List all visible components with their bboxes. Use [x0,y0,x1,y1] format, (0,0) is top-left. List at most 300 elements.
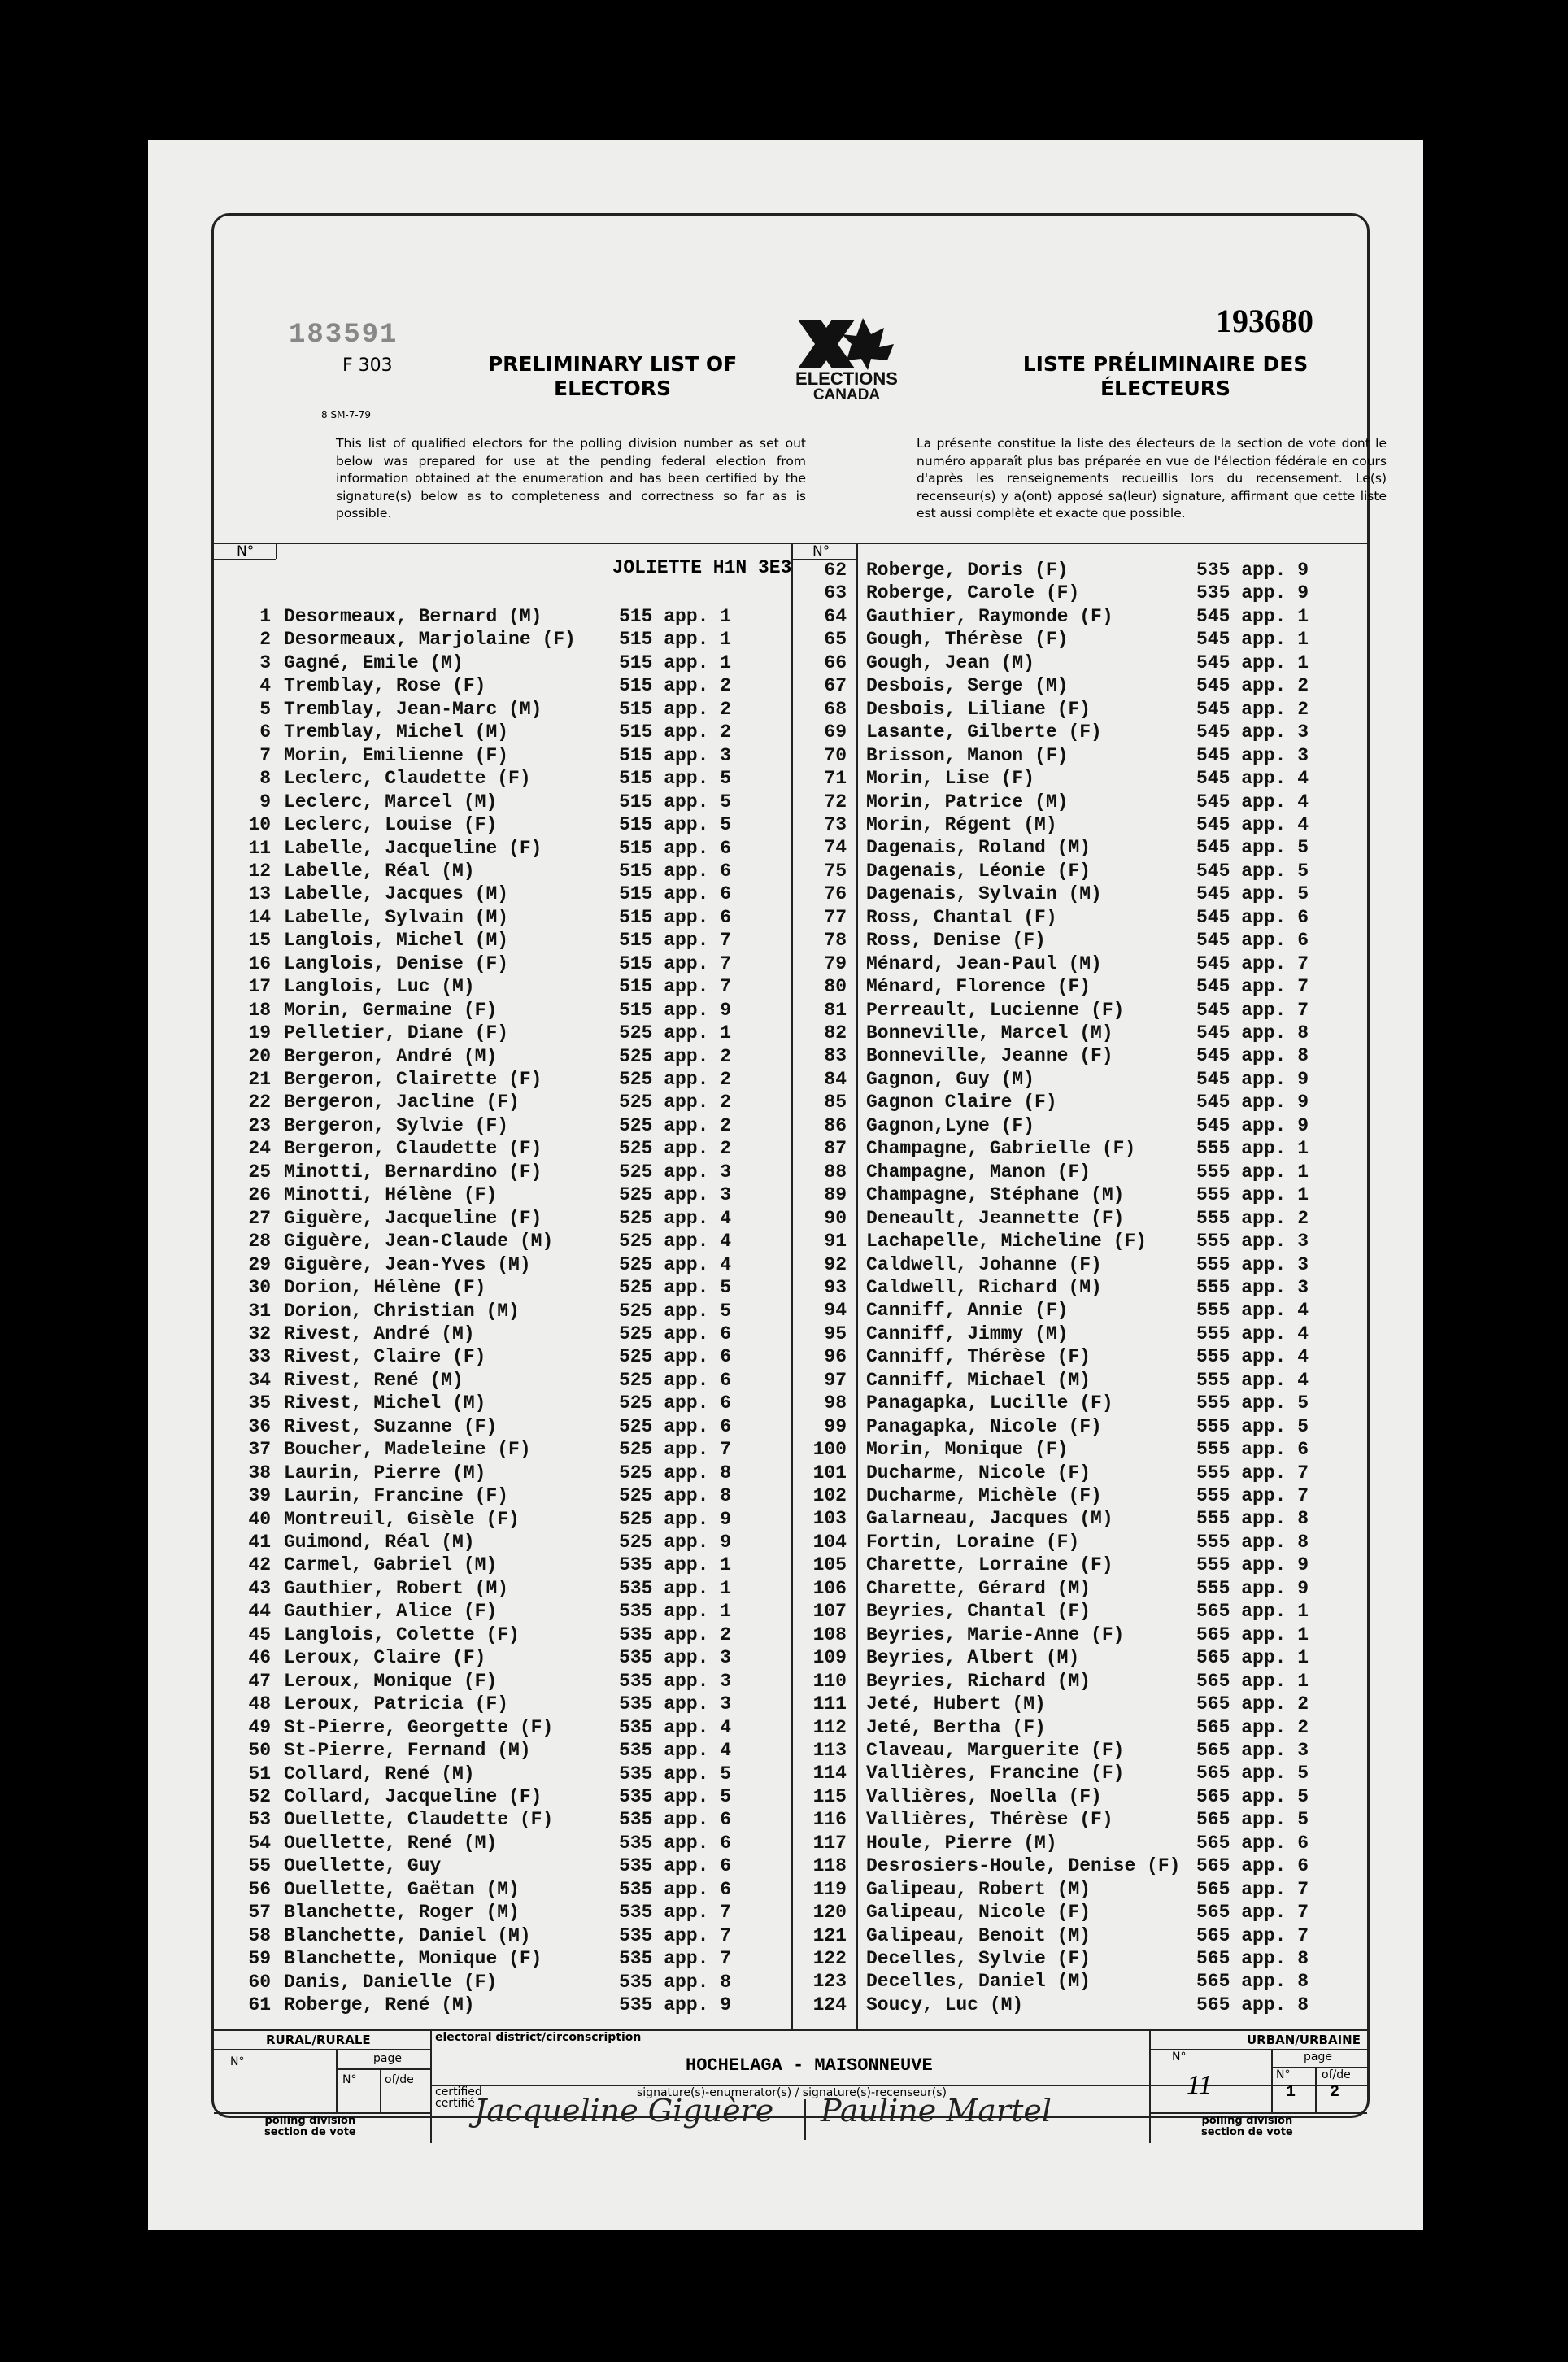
urban-page-of: 2 [1330,2083,1340,2102]
no-header-left: N° [237,543,255,560]
elector-address: 515 app. 5 [619,791,732,813]
rural-polling-label [264,2116,356,2138]
polling-label-en: polling division [264,2115,356,2127]
elector-number: 32 [248,1323,271,1344]
elector-address: 555 app. 6 [1196,1439,1309,1461]
elector-address: 565 app. 8 [1196,1971,1309,1993]
elector-number: 42 [248,1554,271,1576]
elector-name: Dorion, Hélène (F) [284,1277,486,1299]
elector-name: Charette, Lorraine (F) [866,1554,1113,1576]
elector-name: Labelle, Jacqueline (F) [284,837,542,859]
elector-address: 515 app. 1 [619,606,732,627]
elector-number: 36 [248,1415,271,1437]
elector-number: 68 [824,698,847,720]
elector-number: 118 [812,1855,847,1877]
elector-name: Ouellette, Gaëtan (M) [284,1878,520,1900]
urban-no-value: 11 [1187,2070,1213,2100]
title-french [962,352,1369,401]
elector-number: 73 [824,813,847,835]
elector-name: Galipeau, Benoit (M) [866,1924,1091,1946]
elector-name: Rivest, René (M) [284,1369,464,1391]
elector-address: 565 app. 8 [1196,1948,1309,1969]
elector-address: 525 app. 4 [619,1231,732,1253]
elector-address: 555 app. 8 [1196,1508,1309,1530]
elector-name: Dagenais, Léonie (F) [866,860,1091,882]
elector-number: 28 [248,1231,271,1253]
elector-name: Bergeron, Claudette (F) [284,1138,542,1160]
elector-number: 37 [248,1439,271,1461]
elector-number: 59 [248,1948,271,1970]
elector-address: 545 app. 5 [1196,860,1309,882]
rural-of-label: of/de [385,2073,414,2086]
elector-name: Champagne, Manon (F) [866,1161,1091,1183]
elector-address: 525 app. 6 [619,1346,732,1368]
elector-name: Bergeron, Sylvie (F) [284,1114,509,1136]
elector-name: Leclerc, Marcel (M) [284,791,498,813]
elector-name: Morin, Germaine (F) [284,999,498,1021]
rural-page-rule [336,2068,430,2070]
elector-address: 535 app. 3 [619,1693,732,1715]
elector-name: Deneault, Jeannette (F) [866,1207,1125,1229]
elector-number: 44 [248,1601,271,1623]
elector-number: 86 [824,1114,847,1136]
elector-address: 535 app. 6 [619,1809,732,1831]
elector-address: 545 app. 8 [1196,1022,1309,1044]
elector-name: Beyries, Chantal (F) [866,1601,1091,1623]
elector-number: 61 [248,1994,271,2016]
elector-number: 26 [248,1184,271,1206]
elector-address: 545 app. 7 [1196,952,1309,974]
elector-address: 535 app. 2 [619,1623,732,1645]
elector-name: Dagenais, Sylvain (M) [866,883,1102,905]
elector-address: 545 app. 3 [1196,721,1309,743]
elector-address: 535 app. 1 [619,1577,732,1599]
rural-bottom-rule [214,2112,430,2114]
elector-name: Galarneau, Jacques (M) [866,1508,1113,1530]
elector-address: 555 app. 5 [1196,1392,1309,1414]
elector-number: 105 [812,1554,847,1576]
elector-address: 565 app. 2 [1196,1716,1309,1738]
elector-name: Collard, René (M) [284,1763,475,1785]
elector-number: 16 [248,952,271,974]
elector-name: Vallières, Francine (F) [866,1763,1125,1785]
elector-address: 525 app. 6 [619,1415,732,1437]
elector-number: 91 [824,1231,847,1253]
elector-name: Gagné, Emile (M) [284,652,464,673]
elector-number: 20 [248,1045,271,1067]
elector-address: 515 app. 6 [619,860,732,882]
elector-number: 115 [812,1785,847,1807]
elector-name: Bergeron, Clairette (F) [284,1069,542,1090]
elector-name: Laurin, Francine (F) [284,1485,509,1507]
elector-name: Carmel, Gabriel (M) [284,1554,498,1576]
elector-number: 84 [824,1068,847,1090]
elector-address: 525 app. 3 [619,1161,732,1183]
elector-number: 30 [248,1277,271,1299]
elector-number: 14 [248,906,271,928]
elector-number: 17 [248,976,271,998]
signature-2: Pauline Martel [821,2093,1052,2129]
elector-name: Vallières, Thérèse (F) [866,1809,1113,1831]
elector-number: 53 [248,1809,271,1831]
electoral-value: HOCHELAGA - MAISONNEUVE [686,2055,933,2076]
elector-address: 515 app. 6 [619,906,732,928]
elector-number: 102 [812,1485,847,1506]
elector-name: Morin, Lise (F) [866,768,1035,790]
elector-number: 111 [812,1693,847,1715]
elector-number: 6 [259,721,271,743]
elector-name: Labelle, Sylvain (M) [284,906,509,928]
elector-address: 565 app. 1 [1196,1647,1309,1669]
elector-address: 545 app. 9 [1196,1092,1309,1113]
elector-address: 515 app. 9 [619,999,732,1021]
elector-name: Montreuil, Gisèle (F) [284,1508,520,1530]
elector-number: 25 [248,1161,271,1183]
elector-address: 555 app. 7 [1196,1462,1309,1484]
elector-address: 555 app. 1 [1196,1161,1309,1183]
elector-address: 515 app. 6 [619,837,732,859]
elector-number: 76 [824,883,847,905]
elector-number: 23 [248,1114,271,1136]
intro-english: This list of qualified electors for the polling division number as set out below was prepared for use at the pending federal election from information obtained at the enumeration and has been certified by the signature(s) below as to completeness and correctness so far as is possible. [336,436,806,521]
district-left-divider [430,2029,432,2143]
elector-number: 96 [824,1346,847,1368]
stamp-number: 183591 [289,320,399,351]
elector-number: 24 [248,1138,271,1160]
elector-address: 535 app. 9 [619,1994,732,2016]
elector-number: 114 [812,1763,847,1785]
elector-name: Champagne, Stéphane (M) [866,1184,1125,1206]
elector-name: Tremblay, Jean-Marc (M) [284,698,542,720]
elector-address: 515 app. 7 [619,976,732,998]
elector-number: 18 [248,999,271,1021]
elector-name: Galipeau, Robert (M) [866,1878,1091,1900]
elector-number: 65 [824,629,847,651]
elector-name: Jeté, Bertha (F) [866,1716,1046,1738]
elector-name: Charette, Gérard (M) [866,1577,1091,1599]
column-divider-right [856,543,858,2031]
elector-name: Ross, Denise (F) [866,930,1046,952]
no-col-rule-left [276,543,277,559]
elector-number: 21 [248,1069,271,1090]
elector-name: Blanchette, Roger (M) [284,1902,520,1924]
elector-name: Panagapka, Lucille (F) [866,1392,1113,1414]
elector-number: 8 [259,768,271,790]
elector-name: Gagnon, Guy (M) [866,1068,1035,1090]
urban-polling-en: polling division [1201,2115,1293,2127]
rural-page-no-label: N° [342,2073,357,2086]
elector-number: 113 [812,1739,847,1761]
elector-address: 565 app. 5 [1196,1809,1309,1831]
elector-name: Labelle, Réal (M) [284,860,475,882]
elector-number: 41 [248,1532,271,1553]
elector-name: Pelletier, Diane (F) [284,1022,509,1044]
elector-number: 121 [812,1924,847,1946]
elector-address: 525 app. 5 [619,1300,732,1322]
elector-number: 15 [248,930,271,952]
elector-address: 545 app. 1 [1196,652,1309,673]
elector-address: 545 app. 5 [1196,837,1309,859]
elector-name: Ducharme, Nicole (F) [866,1462,1091,1484]
elector-number: 13 [248,883,271,905]
elector-address: 525 app. 3 [619,1184,732,1206]
district-line: JOLIETTE H1N 3E3 [612,557,792,578]
elector-name: Rivest, Claire (F) [284,1346,486,1368]
elector-address: 555 app. 5 [1196,1415,1309,1437]
elector-number: 85 [824,1092,847,1113]
elector-address: 565 app. 7 [1196,1902,1309,1924]
rural-label: RURAL/RURALE [266,2033,371,2047]
elector-name: Panagapka, Nicole (F) [866,1415,1102,1437]
elector-address: 515 app. 3 [619,744,732,766]
elector-number: 60 [248,1971,271,1993]
certified-en: certified [435,2085,482,2098]
elector-number: 4 [259,675,271,697]
elector-name: Champagne, Gabrielle (F) [866,1138,1136,1160]
elector-address: 545 app. 3 [1196,744,1309,766]
elector-address: 555 app. 9 [1196,1577,1309,1599]
elector-number: 106 [812,1577,847,1599]
elector-name: Gauthier, Alice (F) [284,1601,498,1623]
elector-name: Roberge, René (M) [284,1994,475,2016]
elector-number: 93 [824,1276,847,1298]
elector-number: 79 [824,952,847,974]
elector-number: 19 [248,1022,271,1044]
elector-number: 101 [812,1462,847,1484]
elector-address: 535 app. 8 [619,1971,732,1993]
form-date: 8 SM-7-79 [321,409,371,421]
elector-name: Beyries, Richard (M) [866,1670,1091,1692]
elector-number: 124 [812,1994,847,2016]
elector-address: 535 app. 5 [619,1763,732,1785]
elector-number: 100 [812,1439,847,1461]
elector-address: 545 app. 4 [1196,791,1309,813]
elector-number: 75 [824,860,847,882]
elector-address: 525 app. 8 [619,1462,732,1484]
elector-address: 555 app. 7 [1196,1485,1309,1506]
document-sheet [148,140,1423,2230]
elector-address: 555 app. 3 [1196,1231,1309,1253]
elector-name: Roberge, Doris (F) [866,560,1069,581]
elector-name: Ouellette, Guy [284,1855,442,1877]
elections-canada-logo [757,312,936,401]
elector-name: St-Pierre, Fernand (M) [284,1740,531,1762]
elector-address: 535 app. 3 [619,1670,732,1692]
elector-name: Desormeaux, Marjolaine (F) [284,629,576,651]
elector-number: 10 [248,814,271,836]
certified-fr: certifié [435,2097,475,2110]
elector-address: 525 app. 9 [619,1532,732,1553]
elector-number: 89 [824,1184,847,1206]
elector-number: 63 [824,582,847,604]
elector-address: 545 app. 9 [1196,1114,1309,1136]
elector-name: Dagenais, Roland (M) [866,837,1091,859]
elector-name: Vallières, Noella (F) [866,1785,1102,1807]
elector-number: 31 [248,1300,271,1322]
elector-address: 565 app. 1 [1196,1670,1309,1692]
elector-name: St-Pierre, Georgette (F) [284,1716,554,1738]
elector-number: 54 [248,1832,271,1854]
elector-name: Rivest, André (M) [284,1323,475,1344]
elector-number: 92 [824,1253,847,1275]
elector-name: Desormeaux, Bernard (M) [284,606,542,627]
title-english [425,352,799,401]
elector-name: Gagnon,Lyne (F) [866,1114,1035,1136]
elector-name: Morin, Patrice (M) [866,791,1069,813]
elector-name: Roberge, Carole (F) [866,582,1080,604]
elector-number: 46 [248,1647,271,1669]
urban-of-label: of/de [1322,2068,1351,2081]
elector-address: 555 app. 3 [1196,1276,1309,1298]
elector-number: 29 [248,1253,271,1275]
elector-address: 515 app. 2 [619,721,732,743]
elector-address: 545 app. 7 [1196,999,1309,1021]
urban-no-label: N° [1172,2050,1187,2063]
title-en-line2: ELECTORS [554,377,671,400]
elector-address: 515 app. 5 [619,768,732,790]
elector-address: 545 app. 4 [1196,768,1309,790]
elector-name: Morin, Emilienne (F) [284,744,509,766]
elector-address: 555 app. 3 [1196,1253,1309,1275]
rural-rule [214,2049,430,2050]
elector-name: Fortin, Loraine (F) [866,1531,1080,1553]
elector-name: Ross, Chantal (F) [866,906,1057,928]
elector-name: Minotti, Hélène (F) [284,1184,498,1206]
elector-address: 565 app. 1 [1196,1601,1309,1623]
elector-address: 565 app. 7 [1196,1924,1309,1946]
elector-address: 535 app. 4 [619,1740,732,1762]
elector-address: 535 app. 9 [1196,560,1309,581]
elector-number: 120 [812,1902,847,1924]
elector-name: Perreault, Lucienne (F) [866,999,1125,1021]
elector-name: Ouellette, René (M) [284,1832,498,1854]
elector-name: Tremblay, Rose (F) [284,675,486,697]
elector-name: Minotti, Bernardino (F) [284,1161,542,1183]
elector-address: 555 app. 2 [1196,1207,1309,1229]
elector-address: 535 app. 5 [619,1785,732,1807]
elector-number: 103 [812,1508,847,1530]
elector-number: 40 [248,1508,271,1530]
elector-number: 22 [248,1092,271,1113]
elector-name: Lasante, Gilberte (F) [866,721,1102,743]
footer-top-rule [214,2029,1367,2031]
elector-address: 565 app. 2 [1196,1693,1309,1715]
elector-name: Decelles, Sylvie (F) [866,1948,1091,1969]
elector-address: 555 app. 9 [1196,1554,1309,1576]
elector-name: Caldwell, Johanne (F) [866,1253,1102,1275]
elector-number: 33 [248,1346,271,1368]
elector-name: Bergeron, André (M) [284,1045,498,1067]
elector-name: Langlois, Colette (F) [284,1623,520,1645]
elector-address: 525 app. 8 [619,1485,732,1507]
elector-number: 99 [824,1415,847,1437]
elector-name: Gough, Thérèse (F) [866,629,1069,651]
elector-name: Gagnon Claire (F) [866,1092,1057,1113]
elector-number: 95 [824,1323,847,1344]
elector-name: Galipeau, Nicole (F) [866,1902,1091,1924]
urban-bottom-rule [1149,2112,1367,2114]
elector-name: Bonneville, Marcel (M) [866,1022,1113,1044]
elector-address: 535 app. 7 [619,1948,732,1970]
elector-address: 535 app. 6 [619,1878,732,1900]
elector-number: 122 [812,1948,847,1969]
elector-name: Claveau, Marguerite (F) [866,1739,1125,1761]
form-id: F 303 [342,355,393,376]
serial-number: 193680 [1216,303,1313,339]
elector-address: 525 app. 4 [619,1207,732,1229]
title-fr-line2: ÉLECTEURS [1100,377,1231,400]
elector-address: 545 app. 4 [1196,813,1309,835]
elector-number: 80 [824,976,847,998]
elector-address: 535 app. 3 [619,1647,732,1669]
elector-number: 112 [812,1716,847,1738]
elector-number: 11 [248,837,271,859]
elector-name: Tremblay, Michel (M) [284,721,509,743]
elector-number: 55 [248,1855,271,1877]
elector-number: 71 [824,768,847,790]
elector-address: 535 app. 4 [619,1716,732,1738]
elector-address: 565 app. 8 [1196,1994,1309,2016]
elector-name: Desbois, Liliane (F) [866,698,1091,720]
elector-address: 535 app. 6 [619,1855,732,1877]
elector-address: 565 app. 1 [1196,1623,1309,1645]
elector-address: 545 app. 1 [1196,629,1309,651]
elector-number: 38 [248,1462,271,1484]
elector-address: 525 app. 2 [619,1138,732,1160]
elector-name: Giguère, Jean-Claude (M) [284,1231,554,1253]
elector-name: Blanchette, Daniel (M) [284,1924,531,1946]
elector-address: 525 app. 6 [619,1392,732,1414]
electoral-label: electoral district/circonscription [435,2031,642,2044]
elector-name: Laurin, Pierre (M) [284,1462,486,1484]
elector-number: 27 [248,1207,271,1229]
elector-address: 545 app. 2 [1196,698,1309,720]
elector-address: 545 app. 1 [1196,605,1309,627]
elector-number: 39 [248,1485,271,1507]
elector-name: Desrosiers-Houle, Denise (F) [866,1855,1181,1877]
elector-number: 7 [259,744,271,766]
elector-number: 5 [259,698,271,720]
elector-address: 565 app. 3 [1196,1739,1309,1761]
elector-address: 555 app. 4 [1196,1323,1309,1344]
elector-name: Canniff, Michael (M) [866,1369,1091,1391]
elector-name: Ménard, Jean-Paul (M) [866,952,1102,974]
elector-number: 3 [259,652,271,673]
elector-name: Canniff, Jimmy (M) [866,1323,1069,1344]
elector-number: 52 [248,1785,271,1807]
elector-address: 555 app. 4 [1196,1300,1309,1322]
elector-number: 58 [248,1924,271,1946]
urban-page-label: page [1304,2050,1332,2063]
elector-number: 107 [812,1601,847,1623]
elector-address: 555 app. 4 [1196,1346,1309,1368]
urban-no-divider [1271,2049,1273,2112]
elector-number: 62 [824,560,847,581]
elector-address: 555 app. 8 [1196,1531,1309,1553]
elector-name: Leroux, Monique (F) [284,1670,498,1692]
polling-label-fr: section de vote [264,2126,356,2138]
elector-number: 117 [812,1832,847,1854]
elector-number: 12 [248,860,271,882]
elector-name: Beyries, Albert (M) [866,1647,1080,1669]
elector-name: Dorion, Christian (M) [284,1300,520,1322]
elector-number: 47 [248,1670,271,1692]
elector-address: 535 app. 1 [619,1554,732,1576]
elector-name: Caldwell, Richard (M) [866,1276,1102,1298]
elector-address: 565 app. 6 [1196,1832,1309,1854]
elector-address: 565 app. 5 [1196,1763,1309,1785]
elector-name: Lachapelle, Micheline (F) [866,1231,1148,1253]
